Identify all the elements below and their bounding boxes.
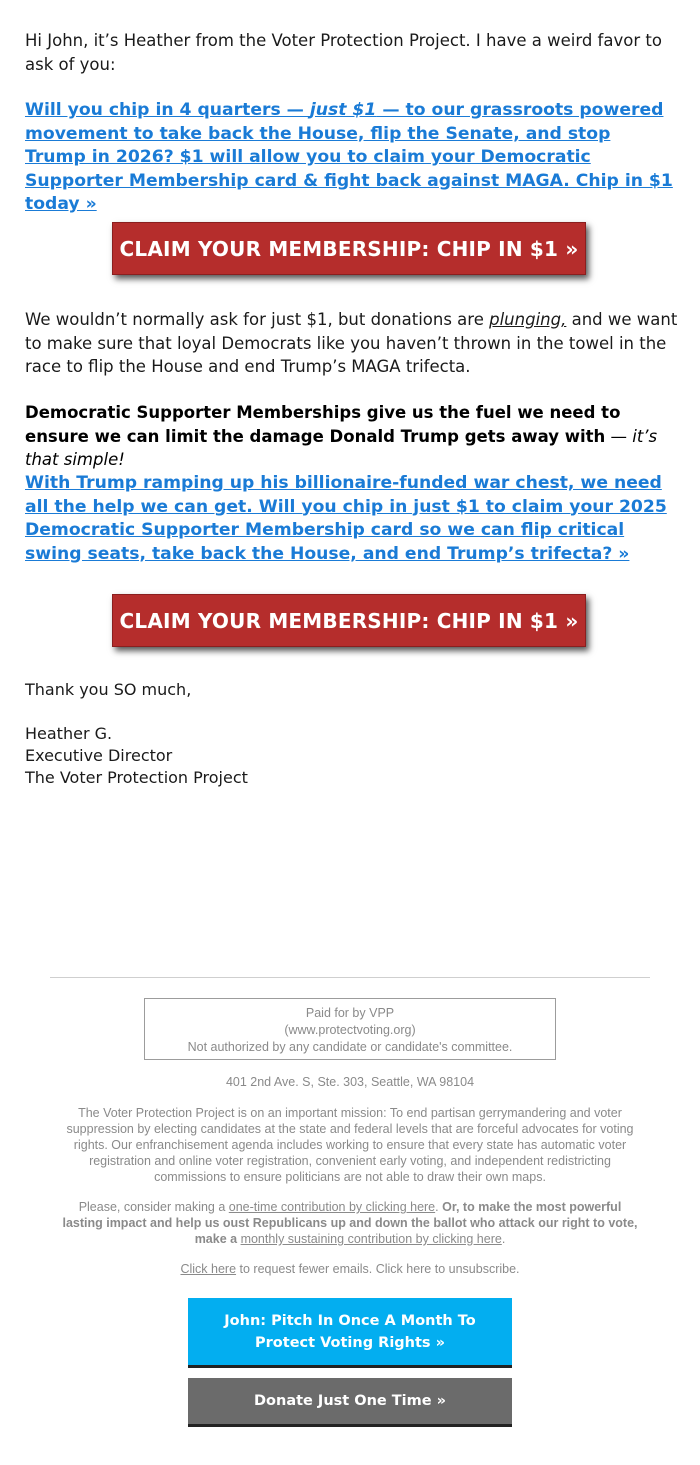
- not-authorized-text: Not authorized by any candidate or candidate's committee.: [187, 1040, 513, 1054]
- claim-membership-button-2[interactable]: CLAIM YOUR MEMBERSHIP: CHIP IN $1 »: [112, 594, 586, 647]
- para3-italic: it’s that simple!: [25, 426, 658, 469]
- donate-link-paragraph-2[interactable]: With Trump ramping up his billionaire-funded war chest, we need all the help we can get. Will you chip in just $1 to claim your 2025 Democratic Supporter Membership card so we can flip critical swing seats, take back the House, and end Trump’s trifecta? »: [25, 473, 667, 564]
- signer-title: Executive Director: [25, 746, 173, 765]
- fewer-emails-line: [55, 1261, 645, 1277]
- fewer-emails-text: to request fewer emails. Click here to unsubscribe.: [236, 1262, 520, 1276]
- footer-divider: [50, 977, 650, 978]
- link1-italic[interactable]: just $1: [309, 100, 377, 120]
- contribution-period: .: [501, 1232, 506, 1246]
- claim-membership-button-1[interactable]: CLAIM YOUR MEMBERSHIP: CHIP IN $1 »: [112, 222, 586, 275]
- para2-before: We wouldn’t normally ask for just $1, but donations are: [25, 310, 490, 329]
- para2-emph: plunging,: [489, 310, 567, 329]
- link1-part1[interactable]: Will you chip in 4 quarters —: [25, 100, 310, 120]
- para3-dash: —: [605, 426, 633, 446]
- link1-part2[interactable]: — to our grassroots powered movement to take back the House, flip the Senate, and stop Trump in 2026? $1 will allow you to claim your Democratic Supporter Membership card & fight back against MAGA. Chip in $1 today »: [25, 100, 673, 214]
- donations-paragraph: [25, 308, 680, 379]
- thanks-line: Thank you SO much,: [25, 680, 192, 699]
- signer-name: Heather G.: [25, 724, 113, 743]
- paid-for-url-line: [145, 1022, 555, 1039]
- one-time-contribution-link[interactable]: one-time contribution by clicking here: [228, 1200, 436, 1214]
- one-time-donation-button[interactable]: Donate Just One Time »: [188, 1378, 512, 1427]
- url-close: ): [411, 1023, 416, 1037]
- fewer-emails-link[interactable]: Click here: [180, 1262, 237, 1276]
- url-open: (: [284, 1023, 289, 1037]
- paid-for-box: [144, 998, 556, 1060]
- contribution-paragraph: [62, 1199, 638, 1247]
- website-link[interactable]: www.protectvoting.org: [288, 1023, 412, 1037]
- memberships-paragraph: [25, 401, 685, 472]
- address: 401 2nd Ave. S, Ste. 303, Seattle, WA 98104: [225, 1075, 475, 1089]
- intro-paragraph: Hi John, it’s Heather from the Voter Protection Project. I have a weird favor to ask of you:: [25, 31, 662, 74]
- signer-org: The Voter Protection Project: [25, 768, 248, 787]
- consider-text-1: Please, consider making a: [78, 1200, 229, 1214]
- monthly-contribution-link[interactable]: monthly sustaining contribution by clicking here: [240, 1232, 502, 1246]
- para2-after: and we want to make sure that loyal Democrats like you haven’t thrown in the towel in the race to flip the House and end Trump’s MAGA trifecta.: [25, 310, 678, 376]
- donate-link-paragraph-1[interactable]: [25, 99, 675, 217]
- contribution-bold-text: Or, to make the most powerful lasting impact and help us oust Republicans up and down the ballot who attack our right to vote, make a: [62, 1200, 638, 1246]
- para3-bold: Democratic Supporter Memberships give us the fuel we need to ensure we can limit the damage Donald Trump gets away with: [25, 403, 621, 446]
- paid-for-text: Paid for by VPP: [305, 1006, 395, 1020]
- mission-statement: The Voter Protection Project is on an important mission: To end partisan gerrymandering and voter suppression by electing candidates at the state and federal levels that are forceful advocates for voting rights. Our enfranchisement agenda includes working to ensure that every state has automatic voter registration and online voter registration, convenient early voting, and independent redistricting commissions to ensure politicians are not able to draw their own maps.: [66, 1106, 634, 1184]
- monthly-donation-button[interactable]: John: Pitch In Once A Month To Protect Voting Rights »: [188, 1298, 512, 1368]
- consider-text-2: .: [435, 1200, 443, 1214]
